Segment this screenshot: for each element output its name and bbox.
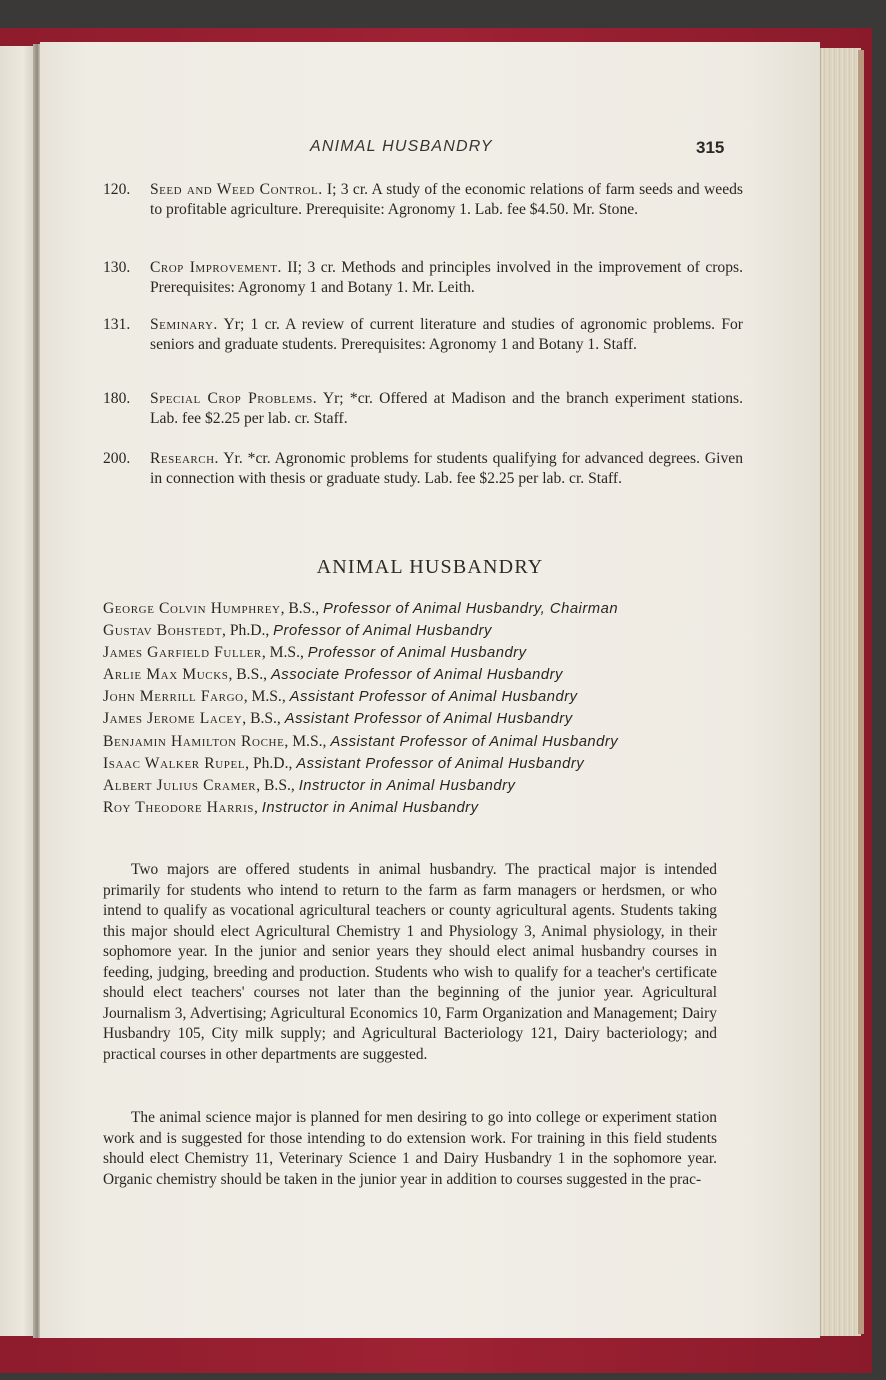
section-title: ANIMAL HUSBANDRY [316, 556, 544, 578]
faculty-name: Arlie Max Mucks [103, 666, 229, 684]
page-header [40, 134, 820, 164]
faculty-title: Assistant Professor of Animal Husbandry [289, 689, 578, 706]
course-details: Yr. *cr. Agronomic problems for students qualifying for advanced degrees. Given in connection with thesis or graduate study. Lab. fee $2.25 per lab. cr. Staff. [150, 450, 743, 488]
faculty-member [103, 797, 803, 819]
course-entry [103, 258, 743, 299]
faculty-member [103, 775, 803, 797]
course-number: 180. [103, 390, 131, 407]
course-title: Special Crop Problems. [150, 390, 318, 407]
faculty-title: Assistant Professor of Animal Husbandry [330, 733, 619, 750]
faculty-member [103, 731, 803, 753]
faculty-name: Roy Theodore Harris [103, 798, 254, 816]
course-description [150, 315, 743, 356]
faculty-list [103, 598, 803, 819]
faculty-title: Professor of Animal Husbandry [307, 645, 527, 662]
faculty-name: Isaac Walker Rupel [103, 754, 246, 772]
body-paragraph: The animal science major is planned for men desiring to go into college or experiment station work and is suggested for those intending to do extension work. For training in this field students should elect Chemistry 11, Veterinary Science 1 and Dairy Husbandry 1 in the sophomore year. Organic chemistry should be taken in the junior year in addition to courses suggested in the prac- [103, 1109, 717, 1188]
faculty-degree: , M.S., [284, 732, 331, 750]
course-title: Seed and Weed Control. [150, 181, 323, 198]
course-number: 120. [103, 181, 131, 198]
book-gutter [33, 44, 40, 1338]
running-head: ANIMAL HUSBANDRY [310, 138, 493, 155]
faculty-degree: , B.S., [228, 666, 271, 684]
faculty-title: Assistant Professor of Animal Husbandry [296, 755, 585, 772]
course-title: Research. [150, 450, 219, 467]
course-details: Yr; 1 cr. A review of current literature and studies of agronomic problems. For seniors and graduate students. Prerequisites: Agronomy 1 and Botany 1. Staff. [150, 316, 744, 354]
course-description [150, 389, 743, 430]
faculty-name: Gustav Bohstedt [103, 622, 223, 640]
course-entry [103, 449, 743, 490]
body-paragraph: Two majors are offered students in animal husbandry. The practical major is intended primarily for students who intend to return to the farm as farm managers or herdsmen, or who intend to qualify as vocational agricultural teachers or county agricultural agents. Students taking this major should elect Agricultural Chemistry 1 and Physiology 3, Animal physiology, in their sophomore year. In the junior and senior years they should elect animal husbandry courses in feeding, judging, breeding and production. Students who wish to qualify for a teacher's certificate should elect teachers' courses not later than the beginning of the junior year. Agricultural Journalism 3, Advertising; Agricultural Economics 10, Farm Organization and Management; Dairy Husbandry 105, City milk supply; and Agricultural Bacteriology 121, Dairy bacteriology; and practical courses in other departments are suggested. [103, 861, 717, 1063]
faculty-name: John Merrill Fargo [103, 688, 244, 706]
page-number: 315 [696, 138, 725, 157]
faculty-member [103, 708, 803, 730]
course-title: Seminary. [150, 316, 218, 333]
faculty-degree: , B.S., [256, 776, 299, 794]
faculty-degree: , [253, 798, 262, 816]
course-description [150, 258, 743, 299]
course-entry [103, 315, 743, 356]
faculty-name: Albert Julius Cramer [103, 776, 257, 794]
faculty-member [103, 753, 803, 775]
faculty-member [103, 620, 803, 642]
faculty-name: Benjamin Hamilton Roche [103, 732, 285, 750]
faculty-degree: , M.S., [243, 688, 290, 706]
faculty-title: Professor of Animal Husbandry, Chairman [323, 601, 619, 617]
course-description [150, 449, 743, 490]
faculty-member [103, 664, 803, 686]
course-number: 130. [103, 259, 131, 276]
faculty-title: Assistant Professor of Animal Husbandry [284, 711, 573, 728]
faculty-member [103, 686, 803, 708]
faculty-title: Professor of Animal Husbandry [273, 623, 492, 640]
faculty-name: James Jerome Lacey [103, 710, 243, 728]
faculty-degree: , B.S., [280, 600, 324, 617]
course-number: 200. [103, 450, 131, 467]
faculty-name: James Garfield Fuller [103, 644, 262, 662]
course-details: I; 3 cr. A study of the economic relations of farm seeds and weeds to profitable agriculture. Prerequisite: Agronomy 1. Lab. fee $4.50. Mr. Stone. [150, 181, 743, 219]
faculty-title: Associate Professor of Animal Husbandry [270, 667, 563, 684]
course-details: II; 3 cr. Methods and principles involved in the improvement of crops. Prerequisites: Agronomy 1 and Botany 1. Mr. Leith. [150, 259, 743, 297]
faculty-title: Instructor in Animal Husbandry [298, 777, 516, 794]
faculty-degree: , Ph.D., [245, 754, 297, 772]
faculty-degree: , B.S., [242, 710, 285, 728]
faculty-degree: , Ph.D., [222, 622, 274, 640]
page-stack-shadow [858, 50, 864, 1334]
course-title: Crop Improvement. [150, 259, 282, 276]
course-details: Yr; *cr. Offered at Madison and the branch experiment stations. Lab. fee $2.25 per lab. cr. Staff. [150, 390, 744, 428]
course-number: 131. [103, 316, 131, 333]
faculty-member [103, 642, 803, 664]
page-stack-edge [820, 48, 861, 1336]
faculty-member [103, 598, 803, 620]
faculty-name: George Colvin Humphrey [103, 600, 281, 617]
course-entry [103, 180, 743, 221]
faculty-degree: , M.S., [261, 644, 308, 662]
faculty-title: Instructor in Animal Husbandry [261, 799, 479, 816]
course-description [150, 180, 743, 221]
previous-page-edge [0, 46, 33, 1336]
course-entry [103, 389, 743, 430]
